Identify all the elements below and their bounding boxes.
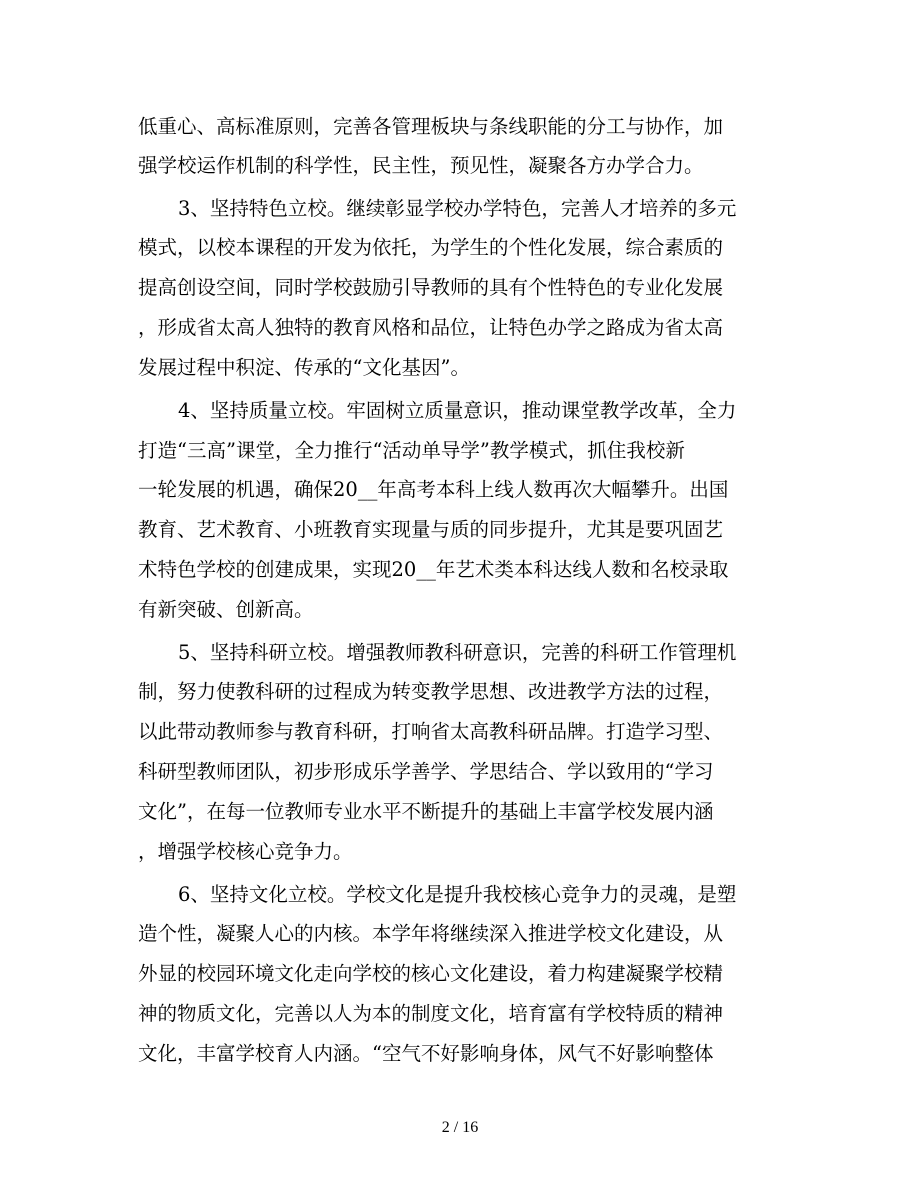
text-line: 文化，丰富学校育人内涵。“空气不好影响身体，风气不好影响整体 (138, 1042, 714, 1065)
text-line: 术特色学校的创建成果，实现20__年艺术类本科达线人数和名校录取 (138, 558, 729, 581)
text-line: 一轮发展的机遇，确保20__年高考本科上线人数再次大幅攀升。出国 (138, 478, 729, 501)
text-line: 神的物质文化，完善以人为本的制度文化，培育富有学校特质的精神 (138, 1002, 724, 1025)
page-number: 2 / 16 (441, 1119, 479, 1136)
text-line: 以此带动教师参与教育科研，打响省太高教科研品牌。打造学习型、 (138, 720, 724, 743)
text-line: 有新突破、创新高。 (138, 598, 314, 621)
paragraph-start-line: 6、坚持文化立校。学校文化是提升我校核心竞争力的灵魂，是塑 (178, 883, 737, 906)
text-line: 科研型教师团队，初步形成乐学善学、学思结合、学以致用的“学习 (138, 760, 714, 783)
paragraph-start-line: 5、坚持科研立校。增强教师教科研意识，完善的科研工作管理机 (178, 641, 737, 664)
text-line: ，形成省太高人独特的教育风格和品位，让特色办学之路成为省太高 (138, 316, 724, 339)
text-line: 强学校运作机制的科学性，民主性，预见性，凝聚各方办学合力。 (138, 154, 704, 177)
text-line: 打造“三高”课堂，全力推行“活动单导学”教学模式，抓住我校新 (138, 439, 685, 462)
text-line: 模式，以校本课程的开发为依托，为学生的个性化发展，综合素质的 (138, 236, 724, 259)
text-line: 教育、艺术教育、小班教育实现量与质的同步提升，尤其是要巩固艺 (138, 518, 724, 541)
paragraph-start-line: 3、坚持特色立校。继续彰显学校办学特色，完善人才培养的多元 (178, 197, 737, 220)
text-line: 提高创设空间，同时学校鼓励引导教师的具有个性特色的专业化发展 (138, 276, 724, 299)
text-line: 发展过程中积淀、传承的“文化基因”。 (138, 356, 470, 379)
text-line: 制，努力使教科研的过程成为转变教学思想、改进教学方法的过程， (138, 680, 724, 703)
paragraph-start-line: 4、坚持质量立校。牢固树立质量意识，推动课堂教学改革，全力 (178, 399, 737, 422)
text-line: 文化”，在每一位教师专业水平不断提升的基础上丰富学校发展内涵 (138, 800, 714, 823)
text-line: ，增强学校核心竞争力。 (138, 840, 353, 863)
text-line: 外显的校园环境文化走向学校的核心文化建设，着力构建凝聚学校精 (138, 962, 724, 985)
text-line: 造个性，凝聚人心的内核。本学年将继续深入推进学校文化建设，从 (138, 922, 724, 945)
text-line: 低重心、高标准原则，完善各管理板块与条线职能的分工与协作，加 (138, 115, 724, 138)
